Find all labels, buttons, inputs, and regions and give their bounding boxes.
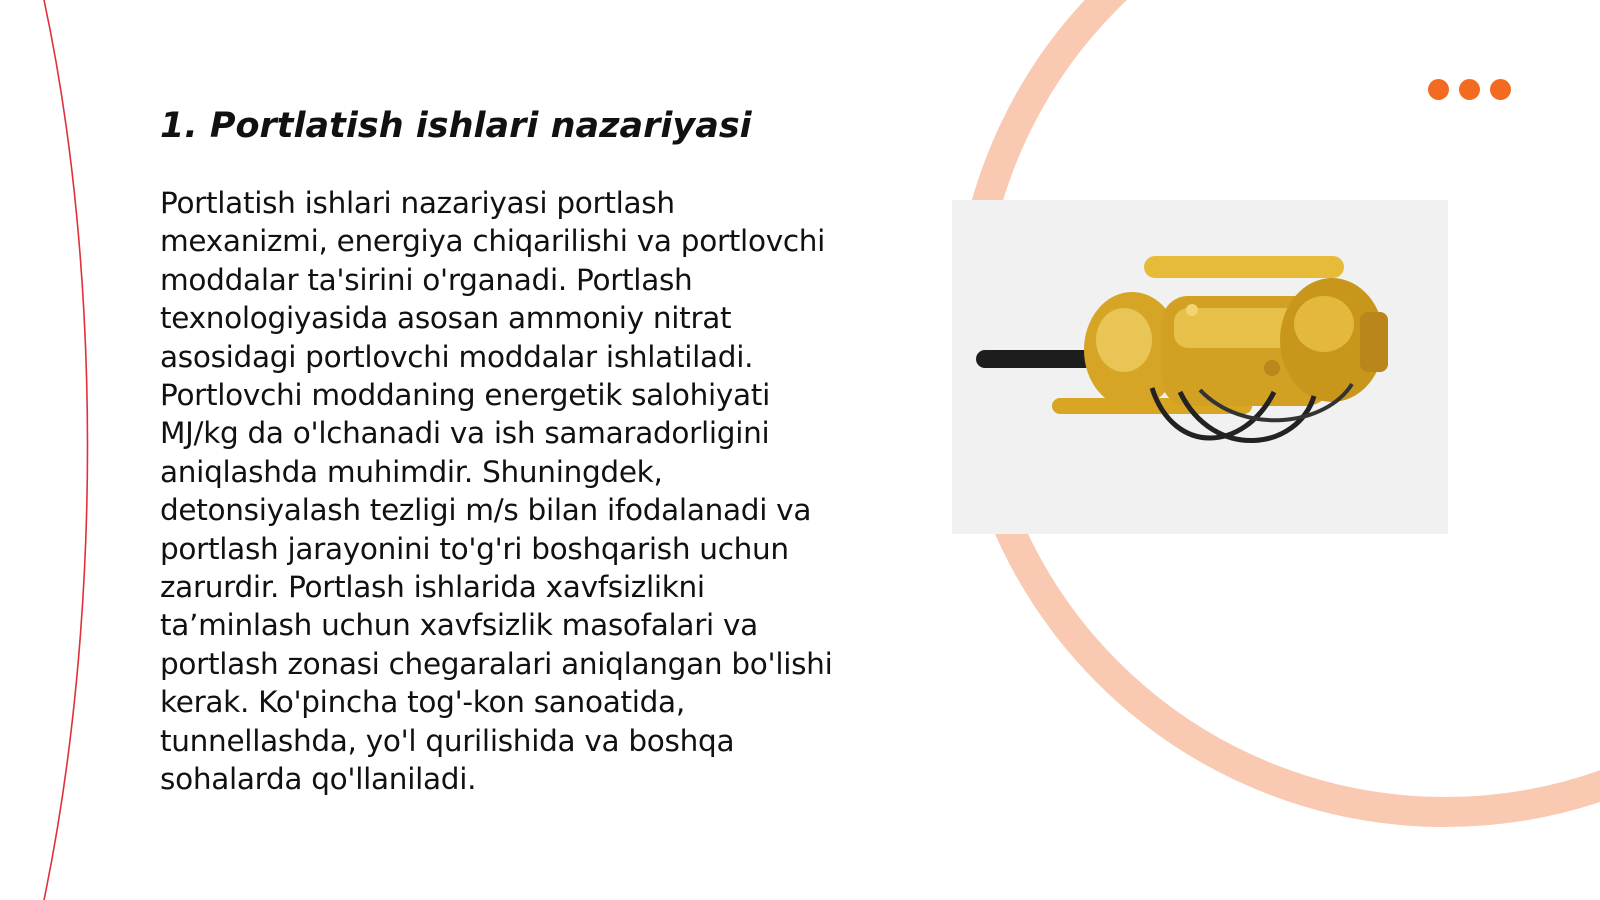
slide-body-text: Portlatish ishlari nazariyasi portlash mexanizmi, energiya chiqarilishi va portlovchi moddalar ta'sirini o'rganadi. Portlash texnologiyasida asosan ammoniy nitrat asosidagi portlovchi moddalar ishlatiladi. Portlovchi moddaning energetik salohiyati MJ/kg da o'lchanadi va ish samaradorligini aniqlashda muhimdir. Shuningdek, detonsiyalash tezligi m/s bilan ifodalanadi va portlash jarayonini to'g'ri boshqarish uchun zarurdir. Portlash ishlarida xavfsizlikni ta’minlash uchun xavfsizlik masofalari va portlash zonasi chegaralari aniqlangan bo'lishi kerak. Ko'pincha tog'-kon sanoatida, tunnellashda, yo'l qurilishida va boshqa sohalarda qo'llaniladi. — [160, 186, 833, 797]
upper-cylinder — [1144, 256, 1344, 278]
drill-machine-photo — [952, 200, 1448, 534]
dot-icon — [1490, 79, 1511, 100]
slide-title: 1. Portlatish ishlari nazariyasi — [160, 106, 752, 146]
dot-icon — [1459, 79, 1480, 100]
menu-dots-icon — [1428, 79, 1512, 101]
dot-icon — [1428, 79, 1449, 100]
drill-machine-illustration — [952, 200, 1448, 534]
left-red-curve — [44, 0, 88, 900]
